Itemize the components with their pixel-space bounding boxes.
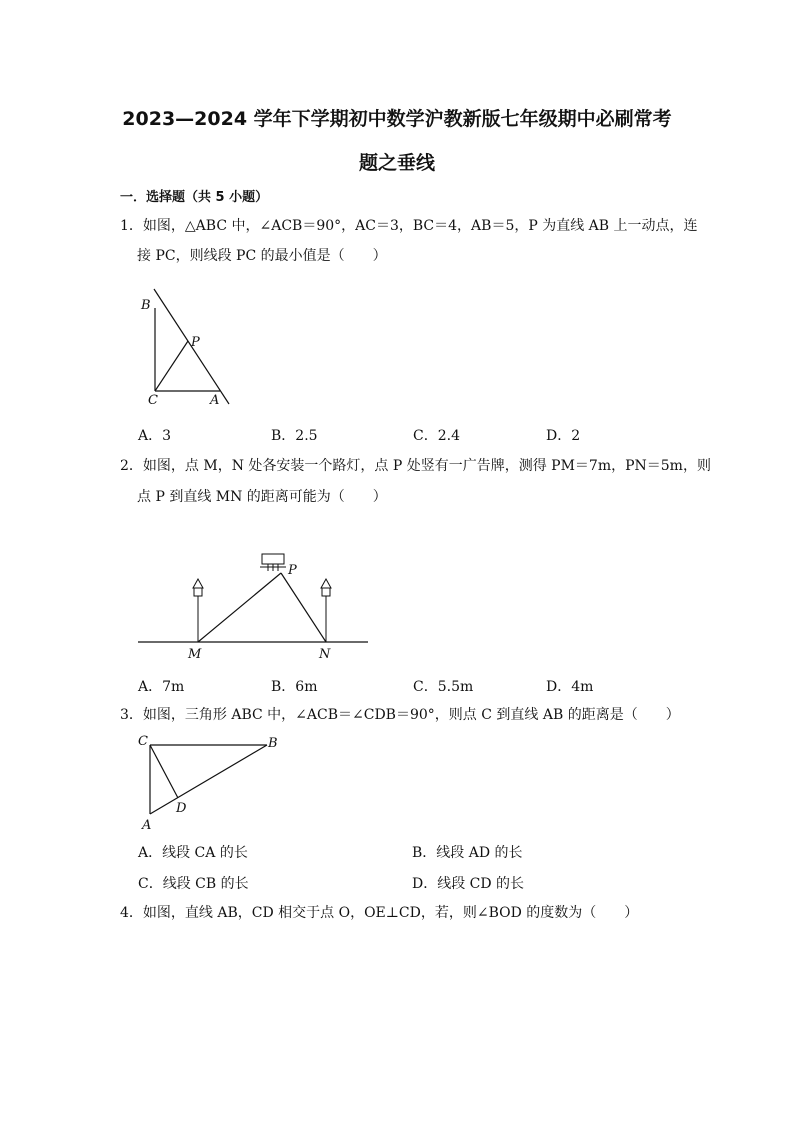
q2-text-line1: 2．如图，点 M，N 处各安装一个路灯，点 P 处竖有一广告牌，测得 PM＝7m，PN＝5m，则	[120, 458, 711, 474]
q2-label-n: N	[319, 647, 331, 662]
q2-streetlamp-m	[193, 579, 203, 642]
q2-option-d[interactable]: D．4m	[546, 679, 594, 695]
q4-text-line1: 4．如图，直线 AB，CD 相交于点 O，OE⊥CD，若，则∠BOD 的度数为（ ）	[120, 905, 639, 921]
document-title-line1: 2023—2024 学年下学期初中数学沪教新版七年级期中必刷常考	[122, 108, 672, 130]
q3-label-b: B	[268, 736, 278, 751]
q2-streetlamp-n	[321, 579, 331, 642]
q2-figure	[136, 548, 372, 664]
q2-segment-pn	[281, 573, 326, 642]
q1-option-d[interactable]: D．2	[546, 428, 581, 444]
q1-text-line2: 接 PC，则线段 PC 的最小值是（ ）	[137, 248, 387, 264]
q2-billboard	[260, 554, 286, 571]
q3-text-line1: 3．如图，三角形 ABC 中，∠ACB＝∠CDB＝90°，则点 C 到直线 AB 的距离是（ ）	[120, 707, 680, 723]
q3-option-d[interactable]: D．线段 CD 的长	[412, 876, 525, 892]
document-title-line2: 题之垂线	[358, 152, 435, 174]
q3-option-b[interactable]: B．线段 AD 的长	[412, 845, 523, 861]
q1-label-p: P	[191, 335, 200, 350]
q3-figure	[132, 730, 282, 832]
q3-option-c[interactable]: C．线段 CB 的长	[138, 876, 249, 892]
q3-option-a[interactable]: A．线段 CA 的长	[138, 845, 248, 861]
q2-option-a[interactable]: A．7m	[138, 679, 185, 695]
q1-text-line1: 1．如图，△ABC 中，∠ACB＝90°，AC＝3，BC＝4，AB＝5，P 为直线 AB 上一动点，连	[120, 218, 698, 234]
q3-label-d: D	[176, 801, 187, 816]
q2-label-p: P	[288, 563, 297, 578]
q1-label-a: A	[210, 393, 220, 408]
q2-segment-pm	[198, 573, 281, 642]
q1-label-c: C	[148, 393, 158, 408]
q3-segment-cd	[150, 745, 178, 798]
q2-label-m: M	[188, 647, 202, 662]
q1-figure	[130, 284, 240, 409]
q2-option-c[interactable]: C．5.5m	[413, 679, 474, 695]
section-heading: 一．选择题（共 5 小题）	[120, 190, 269, 205]
q1-segment-pc	[155, 341, 188, 391]
q2-text-line2: 点 P 到直线 MN 的距离可能为（ ）	[137, 489, 387, 505]
q1-option-c[interactable]: C．2.4	[413, 428, 460, 444]
q2-option-b[interactable]: B．6m	[271, 679, 318, 695]
q3-label-c: C	[138, 734, 148, 749]
q1-option-b[interactable]: B．2.5	[271, 428, 318, 444]
q1-option-a[interactable]: A．3	[138, 428, 172, 444]
q1-label-b: B	[141, 298, 151, 313]
q3-label-a: A	[142, 818, 152, 832]
